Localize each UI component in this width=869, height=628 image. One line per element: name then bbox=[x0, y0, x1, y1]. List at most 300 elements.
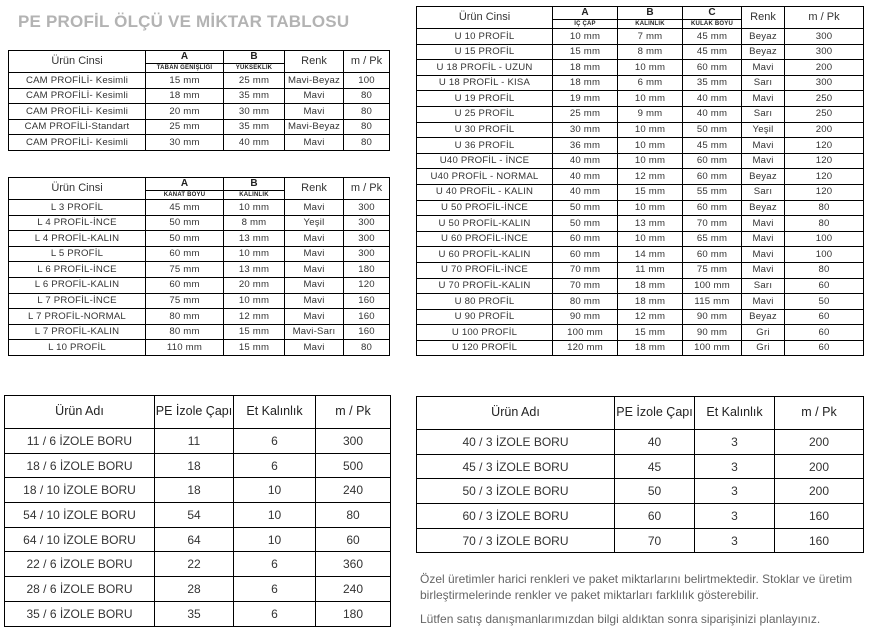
table-cell: Mavi bbox=[285, 104, 344, 120]
table-cell: L 6 PROFİL-KALIN bbox=[9, 277, 146, 293]
header-b-letter: B bbox=[224, 178, 285, 191]
table-cell: U 36 PROFİL bbox=[417, 138, 553, 154]
table-cell: 30 mm bbox=[146, 135, 224, 151]
table-row bbox=[417, 504, 864, 529]
table-row bbox=[9, 135, 390, 151]
table-cell: 36 mm bbox=[553, 138, 618, 154]
table-cell: Yeşil bbox=[742, 122, 785, 138]
table-cell: 75 mm bbox=[146, 293, 224, 309]
table-cell: 300 bbox=[344, 246, 390, 262]
table-cell: Mavi-Sarı bbox=[285, 324, 344, 340]
table-cell: 54 / 10 İZOLE BORU bbox=[5, 503, 155, 528]
header-qty: m / Pk bbox=[785, 7, 864, 29]
table-row bbox=[417, 247, 864, 263]
table-cell: 60 bbox=[785, 278, 864, 294]
table-cell: 10 mm bbox=[618, 200, 683, 216]
table-row bbox=[417, 138, 864, 154]
table-cell: 120 bbox=[785, 169, 864, 185]
table-cell: 250 bbox=[785, 91, 864, 107]
table-cell: Beyaz bbox=[742, 29, 785, 45]
table-cell: 60 / 3 İZOLE BORU bbox=[417, 504, 615, 529]
table-cell: U 90 PROFİL bbox=[417, 309, 553, 325]
table-row bbox=[9, 340, 390, 356]
table-cell: 45 bbox=[615, 454, 695, 479]
table-cell: 40 mm bbox=[224, 135, 285, 151]
table-row bbox=[417, 454, 864, 479]
table-cell: 11 mm bbox=[618, 262, 683, 278]
table-cell: U 25 PROFİL bbox=[417, 106, 553, 122]
table-cell: 18 bbox=[155, 478, 234, 503]
header-thickness: Et Kalınlık bbox=[234, 396, 316, 429]
table-cell: U 100 PROFİL bbox=[417, 325, 553, 341]
table-cell: 250 bbox=[785, 106, 864, 122]
table-cell: U 50 PROFİL-KALIN bbox=[417, 216, 553, 232]
table-cell: 200 bbox=[775, 430, 864, 455]
table-cell: L 6 PROFİL-İNCE bbox=[9, 262, 146, 278]
table-row bbox=[417, 169, 864, 185]
table-cell: Mavi bbox=[285, 309, 344, 325]
header-product-name: Ürün Adı bbox=[5, 396, 155, 429]
header-b-sub: YÜKSEKLİK bbox=[224, 64, 285, 73]
table-cell: 100 mm bbox=[553, 325, 618, 341]
table-cell: Mavi bbox=[285, 277, 344, 293]
table-cell: Mavi bbox=[742, 247, 785, 263]
table-cell: 25 mm bbox=[224, 73, 285, 89]
table-cell: 100 mm bbox=[683, 340, 742, 356]
table-cell: 200 bbox=[775, 454, 864, 479]
table-cell: 160 bbox=[344, 309, 390, 325]
table-row bbox=[417, 91, 864, 107]
table-cell: 6 bbox=[234, 601, 316, 626]
header-a-letter: A bbox=[146, 51, 224, 64]
table-cell: Mavi bbox=[285, 246, 344, 262]
table-row bbox=[417, 278, 864, 294]
header-diameter: PE İzole Çapı bbox=[615, 397, 695, 430]
table-cell: 300 bbox=[785, 75, 864, 91]
table-cell: 3 bbox=[695, 504, 775, 529]
table-cell: 120 bbox=[785, 184, 864, 200]
table-cell: 300 bbox=[785, 44, 864, 60]
table-cell: 15 mm bbox=[553, 44, 618, 60]
header-b-sub: KALINLIK bbox=[224, 191, 285, 200]
table-cell: U 70 PROFİL-İNCE bbox=[417, 262, 553, 278]
table-row bbox=[9, 88, 390, 104]
table-cell: 180 bbox=[344, 262, 390, 278]
table-cell: 300 bbox=[344, 231, 390, 247]
table-cell: Beyaz bbox=[742, 200, 785, 216]
table-cell: CAM PROFİLİ- Kesimli bbox=[9, 104, 146, 120]
table-cell: 12 mm bbox=[224, 309, 285, 325]
table-cell: 18 mm bbox=[618, 294, 683, 310]
header-c-sub: KULAK BOYU bbox=[683, 20, 742, 29]
table-row bbox=[9, 231, 390, 247]
table-cell: U 18 PROFİL - UZUN bbox=[417, 60, 553, 76]
table-cell: 35 bbox=[155, 601, 234, 626]
table-cell: 15 mm bbox=[618, 184, 683, 200]
table-cell: 15 mm bbox=[224, 340, 285, 356]
table-row bbox=[9, 324, 390, 340]
table-row bbox=[5, 577, 391, 602]
table-cell: 60 mm bbox=[553, 231, 618, 247]
table-cell: U 40 PROFİL - KALIN bbox=[417, 184, 553, 200]
table-row bbox=[9, 293, 390, 309]
table-cell: 6 bbox=[234, 429, 316, 454]
table-cell: 200 bbox=[785, 60, 864, 76]
table-cell: 50 mm bbox=[553, 200, 618, 216]
table-cell: 8 mm bbox=[224, 215, 285, 231]
table-cell: 30 mm bbox=[553, 122, 618, 138]
table-cell: Mavi bbox=[285, 293, 344, 309]
table-cell: 60 mm bbox=[146, 277, 224, 293]
table-row bbox=[417, 184, 864, 200]
table-cell: 54 bbox=[155, 503, 234, 528]
table-cell: 35 mm bbox=[224, 88, 285, 104]
table-row bbox=[417, 60, 864, 76]
table-cell: 64 bbox=[155, 527, 234, 552]
table-cell: 25 mm bbox=[553, 106, 618, 122]
table-cell: L 3 PROFİL bbox=[9, 200, 146, 216]
table-cell: 50 bbox=[615, 479, 695, 504]
table-cell: 80 mm bbox=[553, 294, 618, 310]
table-cell: 10 bbox=[234, 527, 316, 552]
table-cell: 40 mm bbox=[553, 184, 618, 200]
table-cell: L 4 PROFİL-KALIN bbox=[9, 231, 146, 247]
table-cell: 60 mm bbox=[553, 247, 618, 263]
table-cell: 120 bbox=[344, 277, 390, 293]
table-cell: 60 mm bbox=[683, 200, 742, 216]
table-cell: 10 mm bbox=[224, 200, 285, 216]
table-cell: Mavi bbox=[742, 60, 785, 76]
table-cell: 20 mm bbox=[146, 104, 224, 120]
header-product-type: Ürün Cinsi bbox=[9, 51, 146, 73]
table-row bbox=[417, 479, 864, 504]
table-cell: 80 bbox=[785, 216, 864, 232]
table-cell: Mavi-Beyaz bbox=[285, 119, 344, 135]
table-row bbox=[9, 200, 390, 216]
table-cell: 10 mm bbox=[553, 29, 618, 45]
table-cell: 90 mm bbox=[683, 309, 742, 325]
table-cell: 28 bbox=[155, 577, 234, 602]
table-cell: 60 bbox=[785, 340, 864, 356]
table-cell: Mavi bbox=[742, 91, 785, 107]
table-cell: 18 / 6 İZOLE BORU bbox=[5, 453, 155, 478]
table-cell: 18 mm bbox=[553, 75, 618, 91]
table-cell: U 50 PROFİL-İNCE bbox=[417, 200, 553, 216]
table-row bbox=[5, 527, 391, 552]
table-row bbox=[417, 231, 864, 247]
table-cell: U 80 PROFİL bbox=[417, 294, 553, 310]
table-cell: 70 mm bbox=[683, 216, 742, 232]
table-row bbox=[9, 246, 390, 262]
table-cell: 90 mm bbox=[683, 325, 742, 341]
table-cell: 19 mm bbox=[553, 91, 618, 107]
table-row bbox=[5, 601, 391, 626]
table-cell: 40 mm bbox=[683, 106, 742, 122]
page-title: PE PROFİL ÖLÇÜ VE MİKTAR TABLOSU bbox=[18, 12, 350, 31]
table-cell: 240 bbox=[316, 577, 391, 602]
table-cell: 22 / 6 İZOLE BORU bbox=[5, 552, 155, 577]
u-profile-table bbox=[416, 6, 864, 356]
table-cell: 60 mm bbox=[683, 169, 742, 185]
table-cell: U 19 PROFİL bbox=[417, 91, 553, 107]
table-row bbox=[5, 552, 391, 577]
table-cell: Mavi bbox=[742, 262, 785, 278]
table-cell: 60 mm bbox=[146, 246, 224, 262]
stock-note: Özel üretimler harici renkleri ve paket miktarlarını belirtmektedir. Stoklar ve üretim birleştirmelerinde renkler ve paket miktarları farklılık gösterebilir. bbox=[420, 572, 853, 602]
header-color: Renk bbox=[285, 51, 344, 73]
table-cell: L 4 PROFİL-İNCE bbox=[9, 215, 146, 231]
table-cell: 75 mm bbox=[683, 262, 742, 278]
table-cell: U 10 PROFİL bbox=[417, 29, 553, 45]
header-c-letter: C bbox=[683, 7, 742, 20]
table-cell: 70 / 3 İZOLE BORU bbox=[417, 528, 615, 553]
table-cell: CAM PROFİLİ- Kesimli bbox=[9, 135, 146, 151]
table-cell: 10 bbox=[234, 503, 316, 528]
table-cell: CAM PROFİLİ- Kesimli bbox=[9, 88, 146, 104]
table-cell: 3 bbox=[695, 430, 775, 455]
table-cell: 13 mm bbox=[224, 231, 285, 247]
header-qty: m / Pk bbox=[316, 396, 391, 429]
table-cell: Mavi bbox=[742, 294, 785, 310]
table-cell: 11 / 6 İZOLE BORU bbox=[5, 429, 155, 454]
table-cell: 100 bbox=[344, 73, 390, 89]
table-row bbox=[5, 478, 391, 503]
header-product-type: Ürün Cinsi bbox=[9, 178, 146, 200]
table-cell: 30 mm bbox=[224, 104, 285, 120]
table-cell: 6 bbox=[234, 552, 316, 577]
table-cell: 80 bbox=[344, 119, 390, 135]
table-cell: L 7 PROFİL-KALIN bbox=[9, 324, 146, 340]
table-row bbox=[417, 325, 864, 341]
table-cell: 18 mm bbox=[618, 278, 683, 294]
table-cell: 10 mm bbox=[618, 231, 683, 247]
header-b-sub: KALINLIK bbox=[618, 20, 683, 29]
table-cell: 300 bbox=[344, 215, 390, 231]
table-cell: 40 bbox=[615, 430, 695, 455]
table-cell: 80 bbox=[344, 104, 390, 120]
table-cell: 240 bbox=[316, 478, 391, 503]
table-cell: 80 bbox=[344, 88, 390, 104]
table-cell: 50 / 3 İZOLE BORU bbox=[417, 479, 615, 504]
table-row bbox=[9, 277, 390, 293]
header-a-sub: İÇ ÇAP bbox=[553, 20, 618, 29]
table-cell: 7 mm bbox=[618, 29, 683, 45]
header-a-letter: A bbox=[553, 7, 618, 20]
table-cell: 40 mm bbox=[683, 91, 742, 107]
table-cell: U 15 PROFİL bbox=[417, 44, 553, 60]
header-product-type: Ürün Cinsi bbox=[417, 7, 553, 29]
table-cell: L 7 PROFİL-NORMAL bbox=[9, 309, 146, 325]
table-cell: 70 bbox=[615, 528, 695, 553]
table-cell: 50 bbox=[785, 294, 864, 310]
table-row bbox=[417, 106, 864, 122]
table-row bbox=[9, 104, 390, 120]
table-cell: 6 bbox=[234, 453, 316, 478]
table-cell: 60 bbox=[785, 309, 864, 325]
table-cell: 200 bbox=[785, 122, 864, 138]
table-cell: 300 bbox=[344, 200, 390, 216]
table-cell: 45 mm bbox=[683, 29, 742, 45]
table-cell: 200 bbox=[775, 479, 864, 504]
table-cell: 22 bbox=[155, 552, 234, 577]
table-row bbox=[417, 294, 864, 310]
table-cell: 18 mm bbox=[146, 88, 224, 104]
table-cell: Mavi bbox=[285, 135, 344, 151]
table-cell: 60 bbox=[615, 504, 695, 529]
table-cell: 80 mm bbox=[146, 324, 224, 340]
table-cell: 70 mm bbox=[553, 262, 618, 278]
table-row bbox=[417, 528, 864, 553]
table-cell: 64 / 10 İZOLE BORU bbox=[5, 527, 155, 552]
table-cell: 300 bbox=[316, 429, 391, 454]
table-cell: 10 mm bbox=[224, 293, 285, 309]
table-cell: CAM PROFİLİ- Kesimli bbox=[9, 73, 146, 89]
table-cell: 15 mm bbox=[224, 324, 285, 340]
header-product-name: Ürün Adı bbox=[417, 397, 615, 430]
table-cell: 13 mm bbox=[224, 262, 285, 278]
table-cell: Mavi bbox=[285, 231, 344, 247]
table-cell: 120 bbox=[785, 153, 864, 169]
table-cell: 10 mm bbox=[618, 91, 683, 107]
table-cell: 70 mm bbox=[553, 278, 618, 294]
table-row bbox=[417, 216, 864, 232]
table-cell: L 7 PROFİL-İNCE bbox=[9, 293, 146, 309]
table-cell: Beyaz bbox=[742, 169, 785, 185]
table-row bbox=[417, 200, 864, 216]
table-cell: 75 mm bbox=[146, 262, 224, 278]
table-cell: 40 mm bbox=[553, 169, 618, 185]
table-cell: 50 mm bbox=[683, 122, 742, 138]
table-cell: 18 mm bbox=[553, 60, 618, 76]
table-cell: Gri bbox=[742, 340, 785, 356]
table-row bbox=[9, 119, 390, 135]
table-cell: U 60 PROFİL-KALIN bbox=[417, 247, 553, 263]
table-cell: 100 bbox=[785, 247, 864, 263]
table-row bbox=[417, 29, 864, 45]
table-cell: L 5 PROFİL bbox=[9, 246, 146, 262]
table-cell: 35 mm bbox=[224, 119, 285, 135]
table-cell: 100 bbox=[785, 231, 864, 247]
table-row bbox=[5, 429, 391, 454]
table-row bbox=[5, 503, 391, 528]
table-row bbox=[417, 430, 864, 455]
table-cell: 45 mm bbox=[146, 200, 224, 216]
table-cell: 18 bbox=[155, 453, 234, 478]
table-cell: 80 mm bbox=[146, 309, 224, 325]
table-cell: 100 mm bbox=[683, 278, 742, 294]
table-cell: 80 bbox=[344, 340, 390, 356]
table-cell: 10 mm bbox=[618, 153, 683, 169]
izole-pipe-table-left bbox=[4, 395, 391, 627]
table-cell: U 30 PROFİL bbox=[417, 122, 553, 138]
table-cell: 45 mm bbox=[683, 44, 742, 60]
table-cell: 6 mm bbox=[618, 75, 683, 91]
table-cell: U 120 PROFİL bbox=[417, 340, 553, 356]
table-cell: L 10 PROFİL bbox=[9, 340, 146, 356]
table-row bbox=[417, 122, 864, 138]
header-qty: m / Pk bbox=[775, 397, 864, 430]
table-cell: 12 mm bbox=[618, 309, 683, 325]
table-cell: 11 bbox=[155, 429, 234, 454]
table-cell: 50 mm bbox=[553, 216, 618, 232]
table-cell: 28 / 6 İZOLE BORU bbox=[5, 577, 155, 602]
table-cell: 13 mm bbox=[618, 216, 683, 232]
table-cell: Yeşil bbox=[285, 215, 344, 231]
table-cell: 50 mm bbox=[146, 215, 224, 231]
table-cell: Mavi bbox=[742, 231, 785, 247]
table-row bbox=[417, 44, 864, 60]
table-cell: CAM PROFİLİ-Standart bbox=[9, 119, 146, 135]
table-cell: 115 mm bbox=[683, 294, 742, 310]
header-diameter: PE İzole Çapı bbox=[155, 396, 234, 429]
table-cell: 10 mm bbox=[618, 60, 683, 76]
table-cell: Gri bbox=[742, 325, 785, 341]
header-color: Renk bbox=[742, 7, 785, 29]
header-b-letter: B bbox=[618, 7, 683, 20]
table-cell: 8 mm bbox=[618, 44, 683, 60]
table-cell: U 60 PROFİL-İNCE bbox=[417, 231, 553, 247]
l-profile-table bbox=[8, 177, 390, 356]
table-cell: 80 bbox=[344, 135, 390, 151]
table-cell: 60 bbox=[316, 527, 391, 552]
table-cell: 18 / 10 İZOLE BORU bbox=[5, 478, 155, 503]
table-cell: 20 mm bbox=[224, 277, 285, 293]
table-cell: Sarı bbox=[742, 278, 785, 294]
table-cell: 80 bbox=[316, 503, 391, 528]
table-cell: 65 mm bbox=[683, 231, 742, 247]
table-cell: 50 mm bbox=[146, 231, 224, 247]
table-cell: 45 mm bbox=[683, 138, 742, 154]
table-row bbox=[417, 262, 864, 278]
table-cell: 14 mm bbox=[618, 247, 683, 263]
table-cell: U 70 PROFİL-KALIN bbox=[417, 278, 553, 294]
table-cell: 55 mm bbox=[683, 184, 742, 200]
table-cell: Mavi-Beyaz bbox=[285, 73, 344, 89]
sales-note: Lütfen satış danışmanlarımızdan bilgi aldıktan sonra siparişinizi planlayınız. bbox=[420, 612, 821, 626]
table-row bbox=[5, 453, 391, 478]
table-cell: Sarı bbox=[742, 106, 785, 122]
table-cell: Mavi bbox=[742, 216, 785, 232]
table-cell: 80 bbox=[785, 262, 864, 278]
table-cell: 3 bbox=[695, 528, 775, 553]
table-cell: 60 mm bbox=[683, 60, 742, 76]
table-cell: 6 bbox=[234, 577, 316, 602]
table-row bbox=[9, 262, 390, 278]
table-cell: Beyaz bbox=[742, 309, 785, 325]
table-row bbox=[9, 73, 390, 89]
table-row bbox=[417, 309, 864, 325]
table-cell: Mavi bbox=[285, 200, 344, 216]
table-cell: 300 bbox=[785, 29, 864, 45]
header-a-sub: TABAN GENİŞLİĞİ bbox=[146, 64, 224, 73]
table-cell: 45 / 3 İZOLE BORU bbox=[417, 454, 615, 479]
table-cell: 15 mm bbox=[618, 325, 683, 341]
table-row bbox=[417, 153, 864, 169]
table-cell: 60 bbox=[785, 325, 864, 341]
table-cell: Beyaz bbox=[742, 44, 785, 60]
table-cell: 35 / 6 İZOLE BORU bbox=[5, 601, 155, 626]
header-qty: m / Pk bbox=[344, 51, 390, 73]
table-cell: Mavi bbox=[742, 138, 785, 154]
table-cell: 120 mm bbox=[553, 340, 618, 356]
table-cell: 90 mm bbox=[553, 309, 618, 325]
table-cell: 120 bbox=[785, 138, 864, 154]
table-cell: 180 bbox=[316, 601, 391, 626]
table-cell: 160 bbox=[344, 293, 390, 309]
table-cell: 18 mm bbox=[618, 340, 683, 356]
table-cell: 10 bbox=[234, 478, 316, 503]
header-color: Renk bbox=[285, 178, 344, 200]
